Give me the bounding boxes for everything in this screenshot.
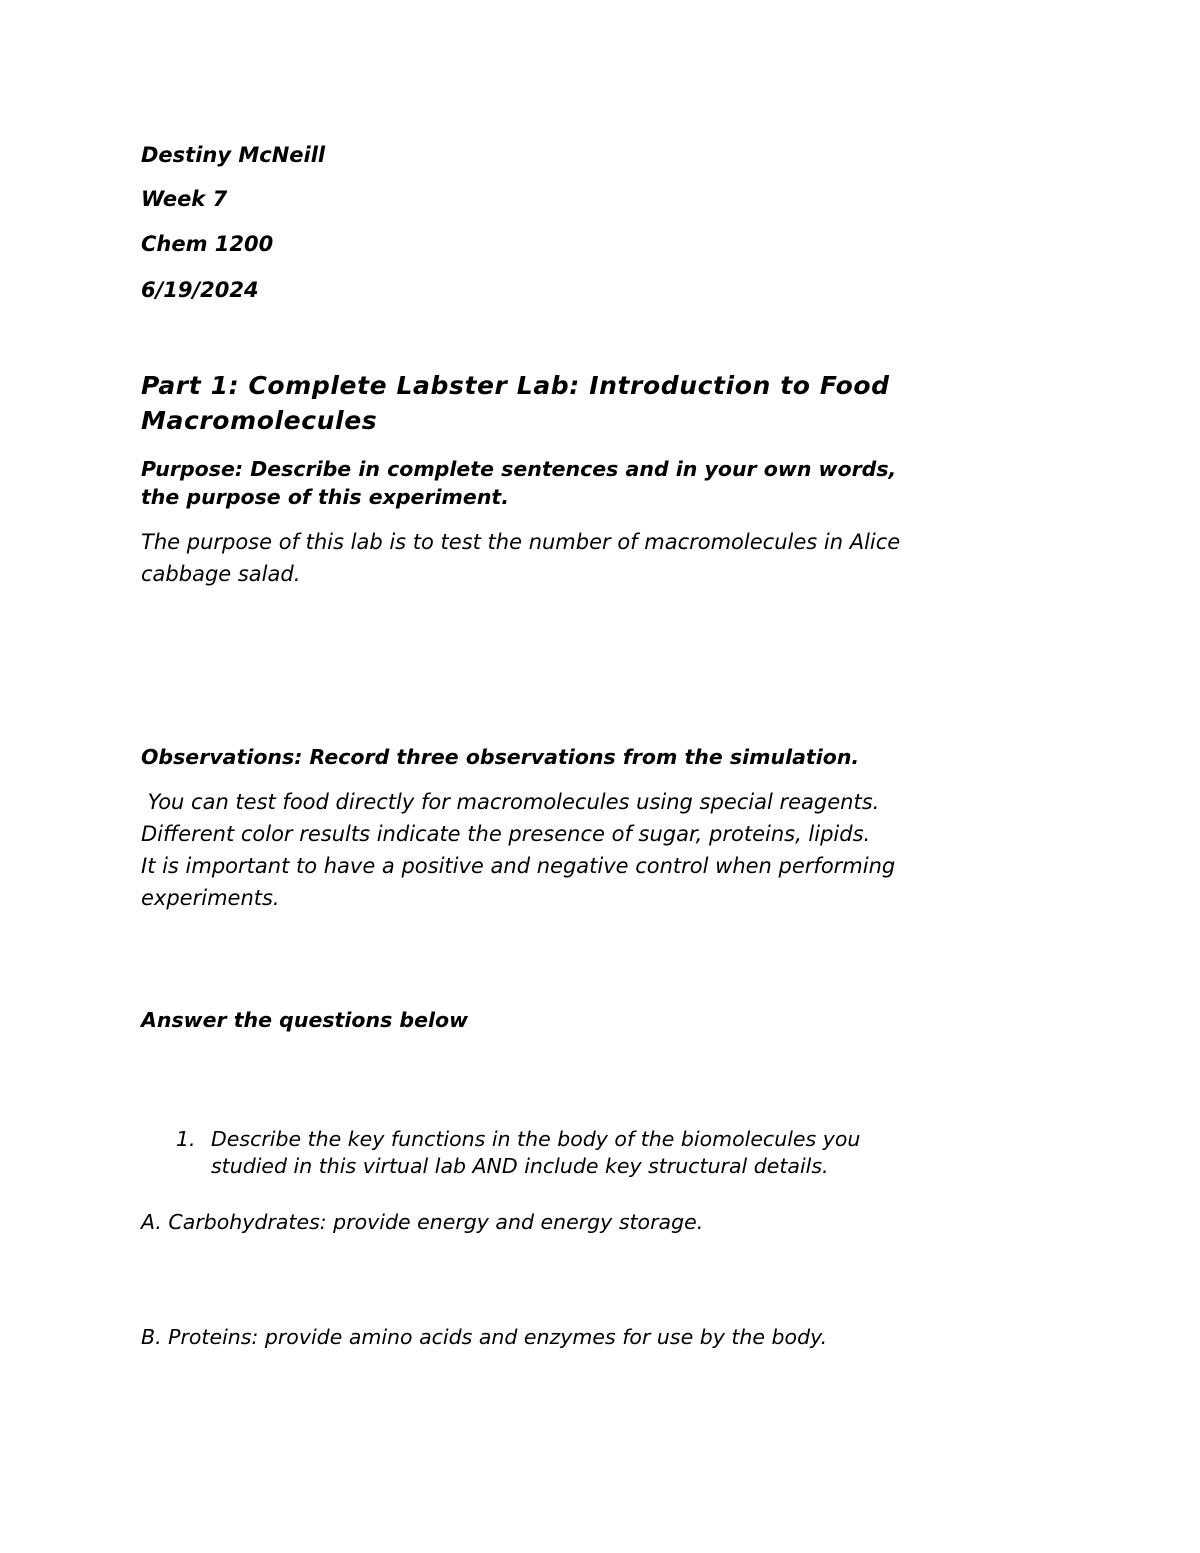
question-1-line2: studied in this virtual lab AND include key structural details. [211, 1154, 829, 1178]
week-label: Week 7 [141, 187, 228, 211]
course-label: Chem 1200 [141, 232, 274, 256]
observations-prompt: Observations: Record three observations from the simulation. [141, 745, 860, 769]
question-1-line1: Describe the key functions in the body of the biomolecules you [211, 1127, 861, 1151]
observation-line: You can test food directly for macromolecules using special reagents. [141, 790, 880, 814]
purpose-answer-line1: The purpose of this lab is to test the number of macromolecules in Alice [141, 530, 901, 554]
observation-line: It is important to have a positive and negative control when performing [141, 854, 896, 878]
purpose-prompt-line1: Purpose: Describe in complete sentences and in your own words, [141, 457, 897, 481]
date-label: 6/19/2024 [141, 278, 259, 302]
purpose-answer-line2: cabbage salad. [141, 562, 301, 586]
observation-line: Different color results indicate the presence of sugar, proteins, lipids. [141, 822, 871, 846]
observation-line: experiments. [141, 886, 280, 910]
part1-title-line2: Macromolecules [141, 406, 378, 435]
answer-b: B. Proteins: provide amino acids and enzymes for use by the body. [141, 1325, 828, 1349]
question-number: 1. [176, 1127, 196, 1151]
student-name: Destiny McNeill [141, 143, 326, 167]
part1-title-line1: Part 1: Complete Labster Lab: Introduction to Food [141, 371, 890, 400]
purpose-prompt-line2: the purpose of this experiment. [141, 485, 509, 509]
questions-heading: Answer the questions below [141, 1008, 469, 1032]
answer-a: A. Carbohydrates: provide energy and energy storage. [141, 1210, 704, 1234]
